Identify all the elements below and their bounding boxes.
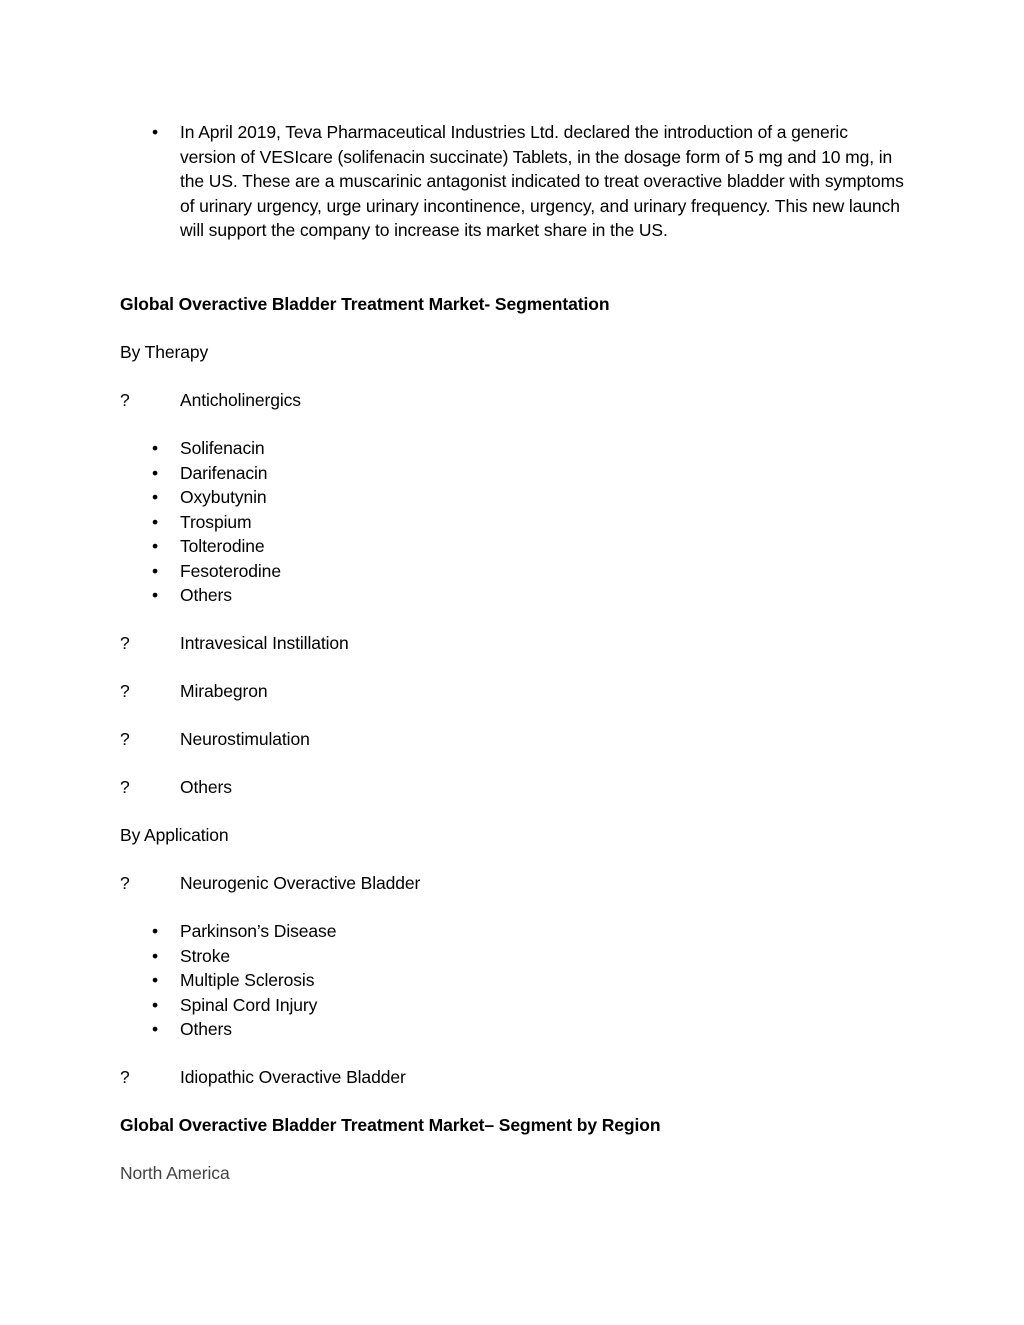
list-item-label: Spinal Cord Injury [180,994,318,1015]
question-marker: ? [120,681,130,701]
therapy-others: Others [180,777,232,797]
question-marker: ? [120,777,130,797]
bullet-icon: • [151,511,159,532]
bullet-icon: • [151,921,159,941]
bullet-icon: • [151,487,159,507]
therapy-mirabegron: Mirabegron [180,681,268,701]
bullet-icon: • [151,122,159,142]
therapy-anticholinergics: Anticholinergics [180,390,301,410]
list-item-label: Darifenacin [180,462,268,483]
application-neurogenic: Neurogenic Overactive Bladder [180,873,421,893]
question-marker: ? [120,729,130,749]
bullet-icon: • [151,585,159,605]
list-item-label: Oxybutynin [180,487,267,507]
application-idiopathic: Idiopathic Overactive Bladder [180,1067,406,1087]
question-marker: ? [120,633,130,653]
intro-text: In April 2019, Teva Pharmaceutical Industries Ltd. declared the introduction of a generic version of VESIcare (solifenacin succinate) Tablets, in the dosage form of 5 mg and 10 mg, in the US. These are a muscarinic antagonist indicated to treat overactive bladder with symptoms of urinary urgency, urge urinary incontinence, urgency, and urinary frequency. This new launch will support the company to increase its market share in the US. [180,122,904,240]
question-marker: ? [120,873,130,893]
list-item-label: Parkinson’s Disease [180,921,337,941]
region-heading: Global Overactive Bladder Treatment Market– Segment by Region [120,1115,661,1135]
list-item-label: Trospium [180,511,252,532]
question-marker: ? [120,390,130,410]
bullet-icon: • [151,994,159,1015]
bullet-icon: • [151,970,159,990]
list-item-label: Fesoterodine [180,560,281,581]
region-north-america: North America [120,1163,230,1183]
bullet-icon: • [151,536,159,556]
bullet-icon: • [151,945,159,966]
segmentation-heading: Global Overactive Bladder Treatment Market- Segmentation [120,294,610,314]
bullet-icon: • [151,462,159,483]
list-item-label: Others [180,1019,232,1039]
list-item-label: Tolterodine [180,536,265,556]
intro-paragraph [120,120,910,243]
list-item-label: Others [180,585,232,605]
list-item-label: Solifenacin [180,438,265,458]
by-application-label: By Application [120,825,229,845]
question-marker: ? [120,1067,130,1087]
therapy-intravesical: Intravesical Instillation [180,633,349,653]
list-item-label: Stroke [180,945,230,966]
bullet-icon: • [151,1019,159,1039]
bullet-icon: • [151,560,159,581]
list-item-label: Multiple Sclerosis [180,970,315,990]
bullet-icon: • [151,438,159,458]
therapy-neurostimulation: Neurostimulation [180,729,310,749]
by-therapy-label: By Therapy [120,342,209,362]
